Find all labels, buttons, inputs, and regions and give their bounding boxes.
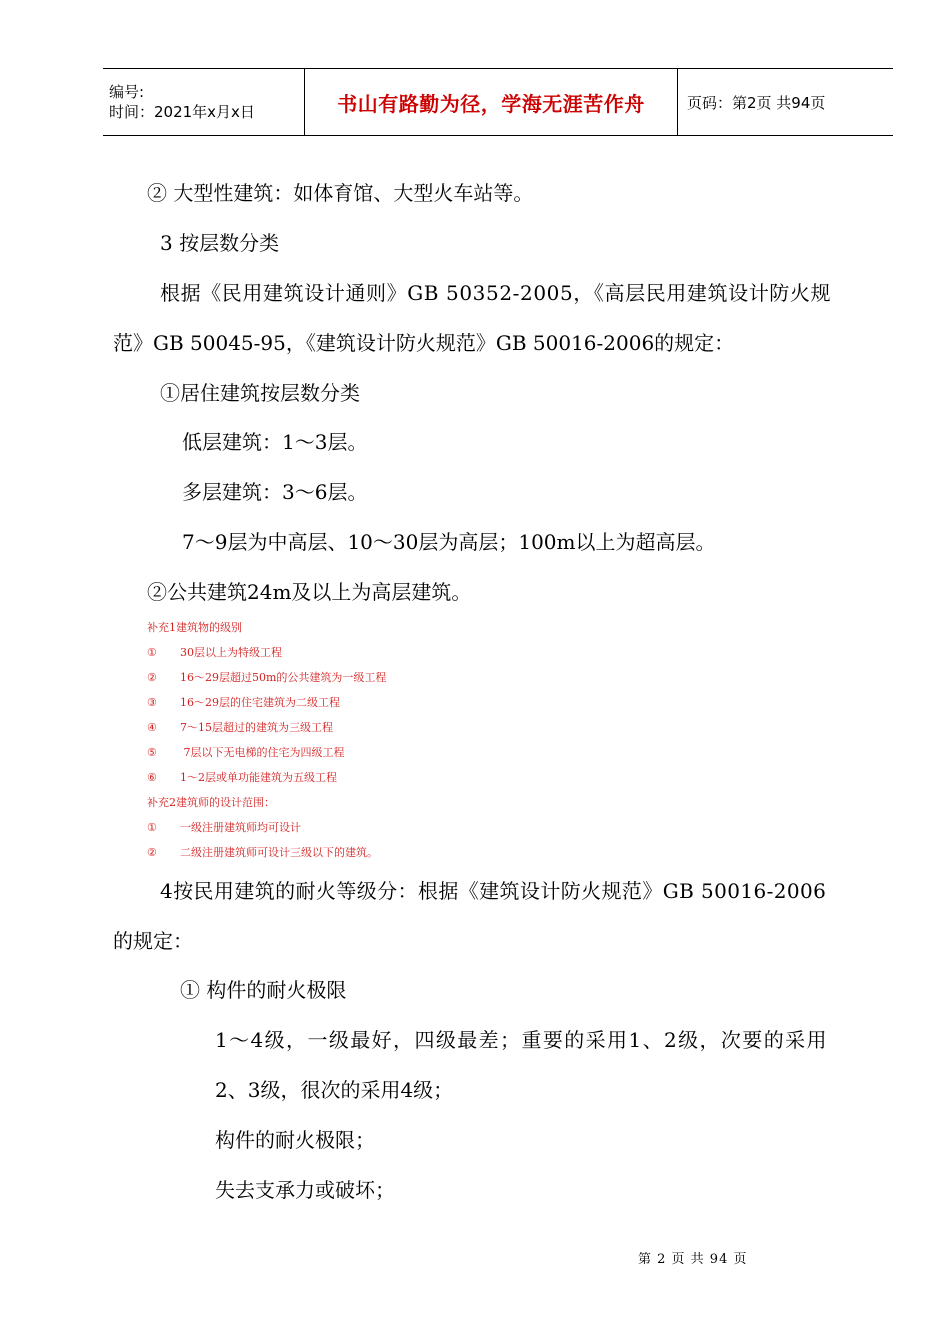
item-text: 16～29层的住宅建筑为二级工程 [180, 696, 340, 709]
item-number: ④ [147, 721, 157, 734]
body-line: ①居住建筑按层数分类 [160, 381, 360, 405]
item-number: ② [147, 846, 157, 859]
body-line: ②公共建筑24m及以上为高层建筑。 [147, 580, 472, 604]
body-line: 7～9层为中高层、10～30层为高层；100m以上为超高层。 [182, 530, 716, 554]
item-text: 1～2层或单功能建筑为五级工程 [180, 771, 337, 784]
supplement-title: 补充2建筑师的设计范围： [147, 796, 275, 809]
supplement-item [147, 846, 378, 860]
item-number: ⑤ [147, 746, 157, 759]
supplement-title: 补充1建筑物的级别 [147, 621, 242, 634]
body-line: 失去支承力或破坏； [215, 1178, 395, 1202]
supplement-item [147, 771, 337, 785]
page-label: 页码：第2页 共94页 [687, 93, 826, 112]
supplement-item [147, 671, 386, 685]
item-number: ⑥ [147, 771, 157, 784]
body-line: ① 构件的耐火极限 [180, 978, 347, 1002]
body-line: 构件的耐火极限； [215, 1128, 375, 1152]
section-heading: 3 按层数分类 [160, 231, 280, 255]
page-header [103, 68, 893, 136]
time-label: 时间：2021年x月x日 [109, 103, 255, 121]
section-heading: 4按民用建筑的耐火等级分：根据《建筑设计防火规范》GB 50016-2006 [160, 879, 827, 903]
header-page-cell [678, 69, 893, 135]
body-line: 低层建筑：1～3层。 [182, 430, 368, 454]
item-text: 30层以上为特级工程 [180, 646, 282, 659]
item-text: 7层以下无电梯的住宅为四级工程 [180, 746, 345, 759]
item-number: ③ [147, 696, 157, 709]
supplement-item [147, 821, 301, 835]
item-number: ① [147, 646, 157, 659]
body-line: 2、3级，很次的采用4级； [215, 1078, 454, 1102]
body-line: 范》GB 50045-95，《建筑设计防火规范》GB 50016-2006的规定： [113, 331, 735, 355]
supplement-item [147, 746, 345, 760]
item-text: 16～29层超过50m的公共建筑为一级工程 [180, 671, 387, 684]
item-text: 一级注册建筑师均可设计 [180, 821, 301, 834]
item-number: ① [147, 821, 157, 834]
header-meta [103, 69, 304, 135]
supplement-item [147, 696, 340, 710]
body-line: 根据《民用建筑设计通则》GB 50352-2005，《高层民用建筑设计防火规 [160, 281, 832, 305]
item-text: 二级注册建筑师可设计三级以下的建筑。 [180, 846, 378, 859]
item-number: ② [147, 671, 157, 684]
header-motto: 书山有路勤为径，学海无涯苦作舟 [337, 91, 645, 116]
body-line: 1～4级，一级最好，四级最差；重要的采用1、2级，次要的采用 [215, 1028, 828, 1052]
body-line: ② 大型性建筑：如体育馆、大型火车站等。 [147, 181, 534, 205]
number-label: 编号: [109, 83, 145, 101]
supplement-item [147, 646, 282, 660]
supplement-item [147, 721, 333, 735]
header-motto-cell [304, 69, 678, 135]
page-footer: 第 2 页 共 94 页 [638, 1252, 748, 1267]
body-line: 多层建筑：3～6层。 [182, 480, 368, 504]
body-line: 的规定： [113, 929, 193, 953]
item-text: 7～15层超过的建筑为三级工程 [180, 721, 333, 734]
